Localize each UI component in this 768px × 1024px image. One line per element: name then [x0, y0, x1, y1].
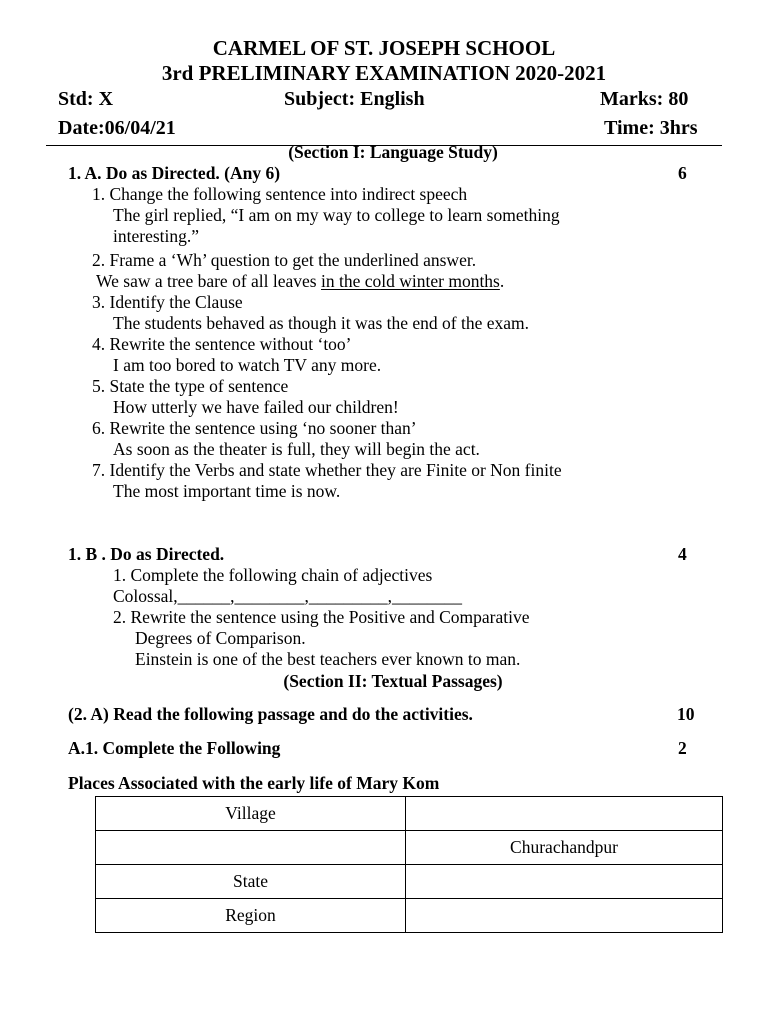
q1a-item4-instruction: 4. Rewrite the sentence without ‘too’ [92, 334, 352, 354]
q1a-item7-line1: The most important time is now. [113, 481, 341, 501]
table-cell: Village [96, 797, 406, 831]
table-cell-blank[interactable] [96, 831, 406, 865]
q1a-heading: 1. A. Do as Directed. (Any 6) [68, 163, 281, 183]
marks-label: Marks: 80 [600, 88, 689, 110]
q1a-item2-pre: We saw a tree bare of all leaves [96, 271, 321, 291]
section2-title: (Section II: Textual Passages) [283, 671, 503, 691]
q1a-item3-line1: The students behaved as though it was the end of the exam. [113, 313, 530, 333]
q1a-item5-instruction: 5. State the type of sentence [92, 376, 289, 396]
subject-label: Subject: English [284, 88, 425, 110]
q1a-item3-instruction: 3. Identify the Clause [92, 292, 243, 312]
q1a-item6-line1: As soon as the theater is full, they will begin the act. [113, 439, 480, 459]
places-table [95, 796, 723, 933]
table-cell-blank[interactable] [406, 865, 723, 899]
q1a-item5-line1: How utterly we have failed our children! [113, 397, 399, 417]
q1b-item2-line1: Degrees of Comparison. [135, 628, 306, 648]
q1b-item2-instruction: 2. Rewrite the sentence using the Positive and Comparative [113, 607, 530, 627]
q1b-marks: 4 [678, 544, 687, 564]
table-cell-blank[interactable] [406, 797, 723, 831]
table-title: Places Associated with the early life of Mary Kom [68, 773, 440, 793]
q1a-item2-post: . [499, 271, 505, 291]
underlined-answer: in the cold winter months [321, 271, 500, 291]
section1-title: (Section I: Language Study) [288, 142, 498, 162]
table-row [96, 865, 723, 899]
q1a-item1-line1: The girl replied, “I am on my way to college to learn something [113, 205, 560, 225]
table-cell-blank[interactable] [406, 899, 723, 933]
q1b-item2-line2: Einstein is one of the best teachers ever known to man. [135, 649, 521, 669]
school-name: CARMEL OF ST. JOSEPH SCHOOL [212, 36, 556, 60]
table-row [96, 797, 723, 831]
q1a-item1-line2: interesting.” [113, 226, 200, 246]
a1-marks: 2 [678, 738, 687, 758]
q2a-heading: (2. A) Read the following passage and do the activities. [68, 704, 473, 724]
q1a-item1-instruction: 1. Change the following sentence into indirect speech [92, 184, 468, 204]
a1-heading: A.1. Complete the Following [68, 738, 281, 758]
table-cell: Region [96, 899, 406, 933]
std-label: Std: X [58, 88, 114, 110]
q1b-item1-instruction: 1. Complete the following chain of adjectives [113, 565, 433, 585]
table-row [96, 831, 723, 865]
table-row [96, 899, 723, 933]
q1a-item4-line1: I am too bored to watch TV any more. [113, 355, 382, 375]
q1b-item1-blanks: Colossal,______,________,_________,________ [113, 586, 463, 606]
time-label: Time: 3hrs [604, 117, 698, 139]
q1a-item6-instruction: 6. Rewrite the sentence using ‘no sooner than’ [92, 418, 417, 438]
q1a-item2-sentence [96, 273, 504, 291]
q1a-item2-instruction: 2. Frame a ‘Wh’ question to get the underlined answer. [92, 250, 477, 270]
date-label: Date:06/04/21 [58, 117, 176, 139]
q1a-item7-instruction: 7. Identify the Verbs and state whether they are Finite or Non finite [92, 460, 562, 480]
q1b-heading: 1. B . Do as Directed. [68, 544, 225, 564]
table-cell: State [96, 865, 406, 899]
exam-title: 3rd PRELIMINARY EXAMINATION 2020-2021 [161, 61, 607, 85]
table-cell: Churachandpur [406, 831, 723, 865]
q1a-marks: 6 [678, 163, 687, 183]
q2a-marks: 10 [677, 704, 695, 724]
